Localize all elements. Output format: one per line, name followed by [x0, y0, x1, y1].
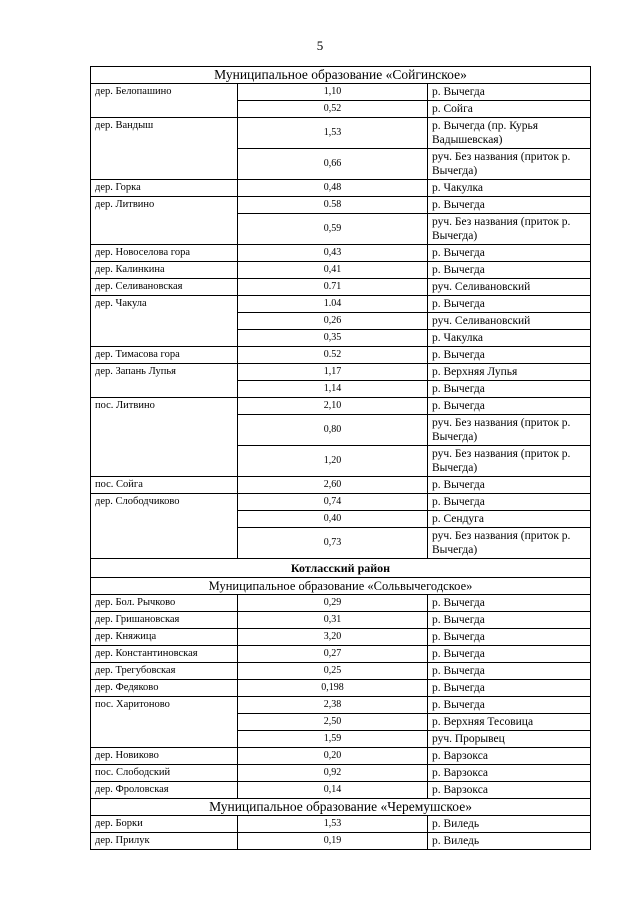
settlement-name: пос. Сойга: [91, 477, 238, 494]
water-body-name: р. Вычегда: [428, 680, 591, 697]
district-heading: Котласский район: [91, 559, 591, 578]
table-row: [91, 748, 591, 765]
distance-value: 0,80: [238, 415, 428, 446]
distance-value: 0,52: [238, 101, 428, 118]
table-row: [91, 84, 591, 101]
settlement-name: пос. Харитоново: [91, 697, 238, 748]
settlement-name: дер. Федяково: [91, 680, 238, 697]
water-body-name: р. Сендуга: [428, 511, 591, 528]
settlement-name: дер. Тимасова гора: [91, 347, 238, 364]
water-body-name: руч. Без названия (приток р. Вычегда): [428, 446, 591, 477]
water-body-name: р. Верхняя Тесовица: [428, 714, 591, 731]
water-body-name: руч. Без названия (приток р. Вычегда): [428, 149, 591, 180]
distance-value: 0.58: [238, 197, 428, 214]
distance-value: 1,10: [238, 84, 428, 101]
table-row: [91, 477, 591, 494]
distance-value: 0,198: [238, 680, 428, 697]
distance-value: 2,60: [238, 477, 428, 494]
water-body-name: р. Вычегда: [428, 347, 591, 364]
distance-value: 1,53: [238, 118, 428, 149]
municipality-heading: Муниципальное образование «Черемушское»: [91, 799, 591, 816]
water-body-name: р. Вычегда: [428, 595, 591, 612]
settlement-name: дер. Литвино: [91, 197, 238, 245]
settlement-name: дер. Гришановская: [91, 612, 238, 629]
table-row: [91, 180, 591, 197]
water-body-name: р. Вычегда: [428, 612, 591, 629]
municipality-heading: Муниципальное образование «Сольвычегодское»: [91, 578, 591, 595]
table-row: [91, 663, 591, 680]
water-body-name: руч. Без названия (приток р. Вычегда): [428, 214, 591, 245]
settlement-name: дер. Слободчиково: [91, 494, 238, 559]
table-row: [91, 398, 591, 415]
settlement-name: дер. Трегубовская: [91, 663, 238, 680]
table-row: [91, 595, 591, 612]
water-body-name: р. Вычегда: [428, 197, 591, 214]
distance-value: 2,50: [238, 714, 428, 731]
distance-value: 1.04: [238, 296, 428, 313]
settlement-name: дер. Калинкина: [91, 262, 238, 279]
water-body-name: р. Вычегда: [428, 84, 591, 101]
table-row: [91, 629, 591, 646]
water-body-name: руч. Селивановский: [428, 313, 591, 330]
settlement-name: дер. Борки: [91, 816, 238, 833]
distance-value: 0,92: [238, 765, 428, 782]
settlement-name: дер. Чакула: [91, 296, 238, 347]
distance-value: 3,20: [238, 629, 428, 646]
settlement-name: дер. Новоселова гора: [91, 245, 238, 262]
table-row: [91, 296, 591, 313]
distance-value: 1,53: [238, 816, 428, 833]
district-heading-row: [91, 559, 591, 578]
table-row: [91, 833, 591, 850]
settlement-name: дер. Фроловская: [91, 782, 238, 799]
settlement-name: дер. Горка: [91, 180, 238, 197]
water-body-name: р. Вычегда (пр. Курья Вадышевская): [428, 118, 591, 149]
settlement-name: дер. Новиково: [91, 748, 238, 765]
distance-value: 0,59: [238, 214, 428, 245]
water-body-name: р. Вычегда: [428, 296, 591, 313]
table-row: [91, 262, 591, 279]
water-body-name: р. Виледь: [428, 833, 591, 850]
table-row: [91, 197, 591, 214]
water-body-name: р. Вычегда: [428, 646, 591, 663]
water-body-name: р. Вычегда: [428, 245, 591, 262]
water-body-name: руч. Без названия (приток р. Вычегда): [428, 415, 591, 446]
table-row: [91, 816, 591, 833]
water-body-name: р. Вычегда: [428, 697, 591, 714]
distance-value: 0,19: [238, 833, 428, 850]
distance-value: 0,73: [238, 528, 428, 559]
settlement-name: дер. Вандыш: [91, 118, 238, 180]
distance-value: 0,43: [238, 245, 428, 262]
distance-value: 0,20: [238, 748, 428, 765]
distance-value: 0,14: [238, 782, 428, 799]
water-body-name: р. Вычегда: [428, 494, 591, 511]
water-body-name: р. Варзокса: [428, 748, 591, 765]
table-row: [91, 347, 591, 364]
distance-value: 1,20: [238, 446, 428, 477]
settlement-name: пос. Слободский: [91, 765, 238, 782]
settlement-name: дер. Бол. Рычково: [91, 595, 238, 612]
settlement-name: дер. Княжица: [91, 629, 238, 646]
distance-value: 0,41: [238, 262, 428, 279]
water-body-name: р. Вычегда: [428, 629, 591, 646]
table-row: [91, 680, 591, 697]
water-body-name: р. Вычегда: [428, 477, 591, 494]
municipality-heading-row: [91, 578, 591, 595]
water-body-name: р. Варзокса: [428, 782, 591, 799]
water-body-name: руч. Селивановский: [428, 279, 591, 296]
water-body-name: р. Чакулка: [428, 330, 591, 347]
municipality-heading-row: [91, 799, 591, 816]
distance-value: 0,29: [238, 595, 428, 612]
table-row: [91, 697, 591, 714]
settlement-name: дер. Прилук: [91, 833, 238, 850]
distance-value: 0.52: [238, 347, 428, 364]
settlement-name: дер. Белопашино: [91, 84, 238, 118]
table-row: [91, 612, 591, 629]
water-body-name: р. Вычегда: [428, 381, 591, 398]
settlement-name: дер. Селивановская: [91, 279, 238, 296]
table-row: [91, 494, 591, 511]
distance-value: 0,31: [238, 612, 428, 629]
settlement-name: дер. Запань Лупья: [91, 364, 238, 398]
water-body-name: р. Виледь: [428, 816, 591, 833]
municipality-heading: Муниципальное образование «Сойгинское»: [91, 67, 591, 84]
table-row: [91, 279, 591, 296]
distance-value: 1,59: [238, 731, 428, 748]
distance-value: 0,26: [238, 313, 428, 330]
distance-value: 1,17: [238, 364, 428, 381]
water-body-name: р. Верхняя Лупья: [428, 364, 591, 381]
water-body-name: р. Чакулка: [428, 180, 591, 197]
settlements-table: [90, 66, 591, 850]
settlement-name: пос. Литвино: [91, 398, 238, 477]
distance-value: 0,35: [238, 330, 428, 347]
water-body-name: р. Вычегда: [428, 663, 591, 680]
water-body-name: р. Вычегда: [428, 398, 591, 415]
distance-value: 1,14: [238, 381, 428, 398]
table-row: [91, 364, 591, 381]
distance-value: 0,66: [238, 149, 428, 180]
table-row: [91, 245, 591, 262]
distance-value: 2,38: [238, 697, 428, 714]
table-row: [91, 782, 591, 799]
distance-value: 0,27: [238, 646, 428, 663]
table-row: [91, 646, 591, 663]
distance-value: 0,25: [238, 663, 428, 680]
settlement-name: дер. Константиновская: [91, 646, 238, 663]
water-body-name: р. Варзокса: [428, 765, 591, 782]
distance-value: 2,10: [238, 398, 428, 415]
table-row: [91, 765, 591, 782]
distance-value: 0.71: [238, 279, 428, 296]
distance-value: 0,40: [238, 511, 428, 528]
municipality-heading-row: [91, 67, 591, 84]
distance-value: 0,48: [238, 180, 428, 197]
water-body-name: руч. Без названия (приток р. Вычегда): [428, 528, 591, 559]
water-body-name: р. Сойга: [428, 101, 591, 118]
distance-value: 0,74: [238, 494, 428, 511]
water-body-name: р. Вычегда: [428, 262, 591, 279]
water-body-name: руч. Прорывец: [428, 731, 591, 748]
page-number: 5: [316, 38, 324, 53]
table-row: [91, 118, 591, 149]
